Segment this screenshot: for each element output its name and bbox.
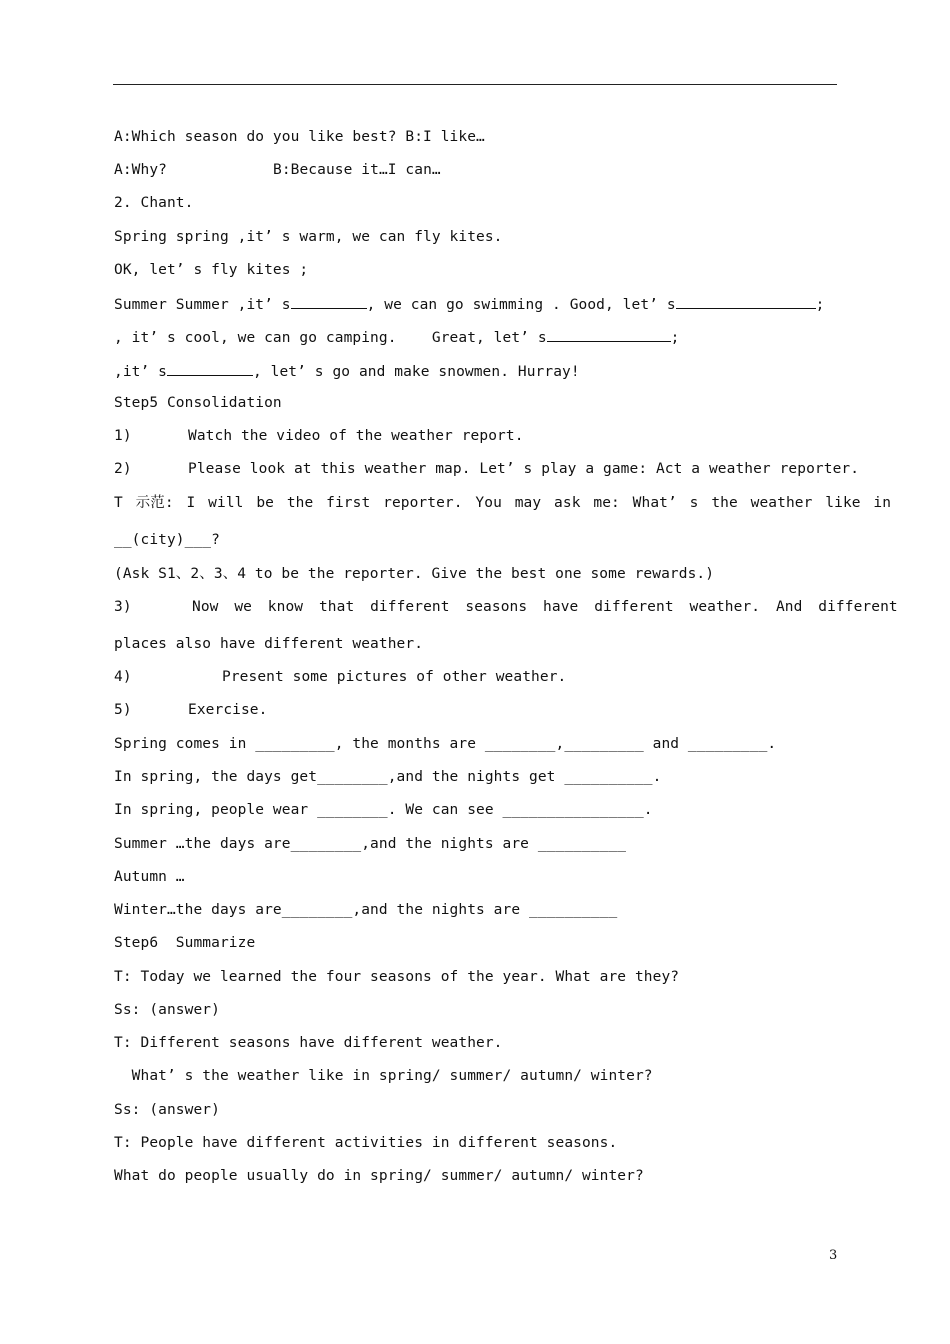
summary-line-1: T: Today we learned the four seasons of the year. What are they? [114, 969, 680, 985]
summary-line-5: Ss: (answer) [114, 1102, 220, 1118]
step5-heading: Step5 Consolidation [114, 395, 282, 411]
chant-line-5: ,it’ s , let’ s go and make snowmen. Hurray! [114, 361, 580, 381]
exercise-line-5: Autumn … [114, 869, 185, 885]
exercise-line-6: Winter…the days are________,and the nights are __________ [114, 902, 618, 918]
dialogue-line-1: A:Which season do you like best? B:I like… [114, 129, 485, 145]
city-blank-line: __(city)___? [114, 532, 220, 548]
list-item-2: 2) Please look at this weather map. Let’ s play a game: Act a weather reporter. [114, 461, 860, 477]
chant-line-2: OK, let’ s fly kites ; [114, 262, 309, 278]
list-item-3-continued: places also have different weather. [114, 636, 424, 652]
page-number: 3 [829, 1248, 838, 1263]
exercise-line-1: Spring comes in _________, the months are ________,_________ and _________. [114, 736, 777, 752]
exercise-line-4: Summer …the days are________,and the nights are __________ [114, 836, 627, 852]
step6-heading: Step6 Summarize [114, 935, 256, 951]
dialogue-line-2: A:Why? B:Because it…I can… [114, 162, 441, 178]
summary-line-3: T: Different seasons have different weather. [114, 1035, 503, 1051]
list-item-3: 3) Now we know that different seasons have different weather. And different [114, 599, 898, 615]
chant-line-1: Spring spring ,it’ s warm, we can fly kites. [114, 229, 503, 245]
exercise-line-2: In spring, the days get________,and the nights get __________. [114, 769, 662, 785]
exercise-line-3: In spring, people wear ________. We can see ________________. [114, 802, 653, 818]
summary-line-2: Ss: (answer) [114, 1002, 220, 1018]
ask-students-line: (Ask S1、2、3、4 to be the reporter. Give the best one some rewards.) [114, 566, 715, 582]
summary-line-4: What’ s the weather like in spring/ summer/ autumn/ winter? [114, 1068, 653, 1084]
chant-line-3: Summer Summer ,it’ s , we can go swimming . Good, let’ s ; [114, 294, 825, 314]
list-item-1: 1) Watch the video of the weather report. [114, 428, 524, 444]
chant-line-4: , it’ s cool, we can go camping. Great, let’ s ; [114, 327, 680, 347]
list-item-4: 4) Present some pictures of other weather. [114, 669, 567, 685]
summary-line-6: T: People have different activities in different seasons. [114, 1135, 618, 1151]
chant-heading: 2. Chant. [114, 195, 194, 211]
summary-line-7: What do people usually do in spring/ summer/ autumn/ winter? [114, 1168, 644, 1184]
list-item-5: 5) Exercise. [114, 702, 268, 718]
teacher-demo-line: T 示范: I will be the first reporter. You may ask me: What’ s the weather like in [114, 495, 892, 511]
header-rule [113, 84, 837, 85]
